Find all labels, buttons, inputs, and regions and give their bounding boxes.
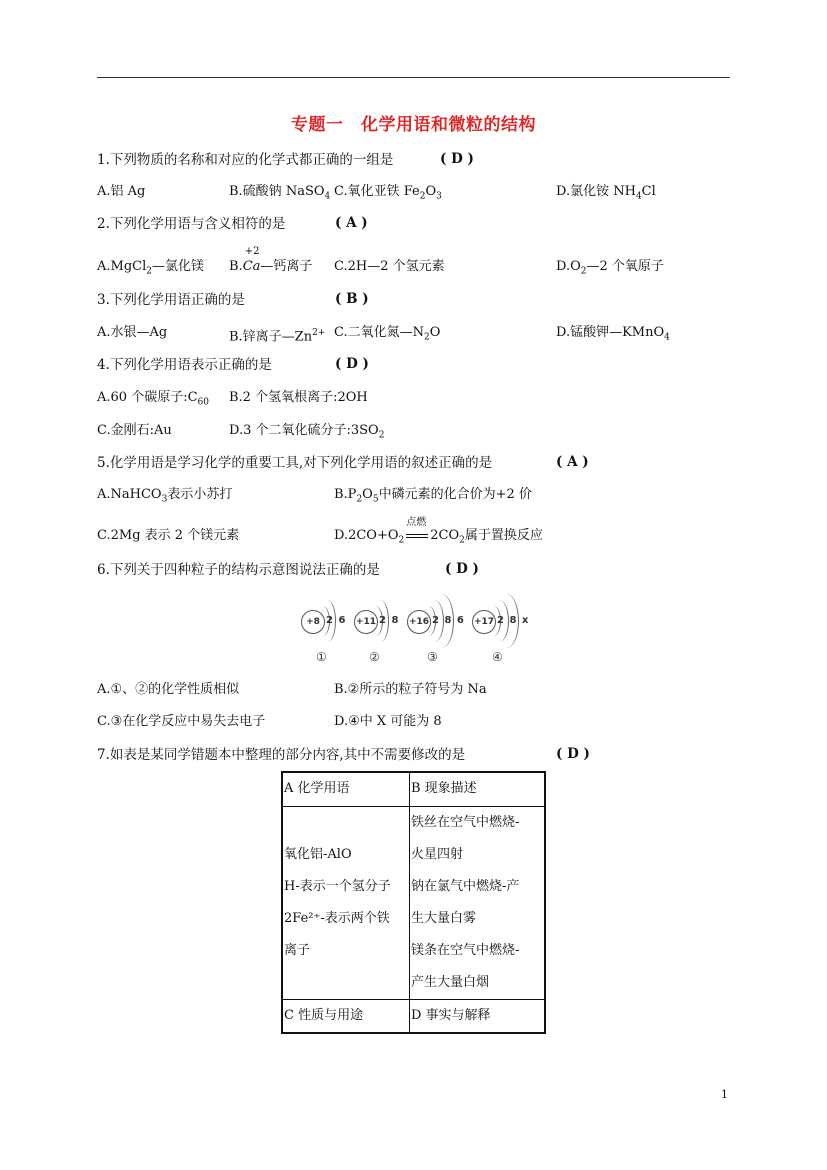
q5-option-a: A.NaHCO$_3$表示小苏打 [97, 487, 233, 505]
q1-option-d: D.氯化铵 $NH_4Cl$ [556, 184, 656, 202]
q2-option-d: $D.O_2—2$ 个氧原子 [556, 259, 664, 277]
question-4-stem: 4.下列化学用语表示正确的是 [97, 357, 272, 373]
atom-diagram-3 [407, 592, 467, 672]
question-5-stem: 5.化学用语是学习化学的重要工具,对下列化学用语的叙述正确的是 [97, 455, 493, 471]
question-1-stem: 1.下列物质的名称和对应的化学式都正确的一组是 [97, 152, 394, 168]
q4-option-c: C.金刚石:Au [97, 423, 172, 438]
q5-option-b: $B.P_2O_5$中磷元素的化合价为+2 价 [334, 487, 532, 505]
page-number: 1 [721, 1088, 728, 1101]
q1-option-a: A.铝 Ag [97, 184, 146, 199]
table-header-a: A 化学用语 [282, 772, 410, 806]
q3-option-d: D.锰酸钾—KMnO$_4$ [556, 325, 670, 343]
q3-option-c: C.二氧化氮$—N_2O$ [334, 325, 441, 343]
atom-diagram-2 [354, 592, 414, 672]
nucleus-2: +11 [354, 610, 378, 634]
shells-4: 2 8 x [497, 615, 530, 626]
q6-option-d: D.④中 X 可能为 8 [334, 714, 442, 729]
shells-1: 2 6 [326, 615, 347, 626]
atom-diagram-4 [472, 592, 532, 672]
q6-option-a: A.①、②的化学性质相似 [97, 682, 240, 697]
label-4: ④ [492, 650, 503, 664]
question-3-stem: 3.下列化学用语正确的是 [97, 292, 245, 308]
q2-option-b: B. +2 Ca—钙离子 [229, 258, 312, 276]
question-3-answer: ( B ) [335, 291, 369, 307]
q4-option-d: D.3 个二氧化硫分子$:3SO_2$ [229, 423, 385, 441]
shells-3: 2 8 6 [432, 615, 465, 626]
question-7-stem: 7.如表是某同学错题本中整理的部分内容,其中不需要修改的是 [97, 747, 466, 763]
label-1: ① [316, 650, 327, 664]
question-4-answer: ( D ) [335, 356, 369, 372]
q6-option-b: B.②所示的粒子符号为 Na [334, 682, 487, 697]
atomic-structure-diagrams [295, 592, 535, 672]
nucleus-4: +17 [472, 610, 496, 634]
atom-diagram-1 [301, 592, 361, 672]
table-footer-d: D 事实与解释 [410, 999, 546, 1033]
question-6-answer: ( D ) [445, 561, 479, 577]
q3-option-a: A.水银—Ag [97, 325, 168, 340]
q2-option-a: A.MgCl$_2$—氯化镁 [97, 259, 205, 277]
q5-option-c: C.2Mg 表示 2 个镁元素 [97, 528, 240, 543]
q5-option-d: $D.2CO+O_2$ 点燃 $2CO_2$属于置换反应 [334, 517, 543, 546]
label-3: ③ [427, 650, 438, 664]
q2-option-c: C.2H—2 个氢元素 [334, 259, 445, 274]
nucleus-1: +8 [301, 610, 325, 634]
table-footer-c: C 性质与用途 [282, 999, 410, 1033]
table-header-b: B 现象描述 [410, 772, 546, 806]
q4-option-b: B.2 个氢氧根离子:2OH [229, 390, 368, 405]
question-7-answer: ( D ) [556, 746, 590, 762]
table-cell-b: 铁丝在空气中燃烧- 火星四射 钠在氯气中燃烧-产 生大量白雾 镁条在空气中燃烧- 产生大量白烟 [410, 806, 546, 999]
q4-option-a: A.60 个碳原子$:C_{60}$ [97, 390, 209, 408]
q6-option-c: C.③在化学反应中易失去电子 [97, 714, 266, 729]
reaction-condition: 点燃 [404, 527, 430, 545]
question-5-answer: ( A ) [556, 454, 589, 470]
nucleus-3: +16 [407, 610, 431, 634]
q1-option-b: B.硫酸钠 NaSO$_4$ [229, 184, 331, 202]
question-1-answer: ( D ) [440, 151, 474, 167]
question-2-stem: 2.下列化学用语与含义相符的是 [97, 216, 286, 232]
header-rule [97, 77, 730, 78]
charge-superscript: +2 [244, 246, 260, 257]
label-2: ② [369, 650, 380, 664]
question-6-stem: 6.下列关于四种粒子的结构示意图说法正确的是 [97, 562, 380, 578]
table-cell-a: 氧化铝-AlO H-表示一个氢分子 2Fe²⁺-表示两个铁 离子 [282, 806, 410, 999]
q3-option-b: B.锌离子$—Zn^{2+}$ [229, 328, 326, 345]
question-2-answer: ( A ) [335, 215, 368, 231]
error-notes-table [281, 771, 546, 1034]
shells-2: 2 8 [379, 615, 400, 626]
page-title: 专题一 化学用语和微粒的结构 [291, 115, 536, 135]
q1-option-c: C.氧化亚铁 $Fe_2O_3$ [334, 184, 442, 202]
